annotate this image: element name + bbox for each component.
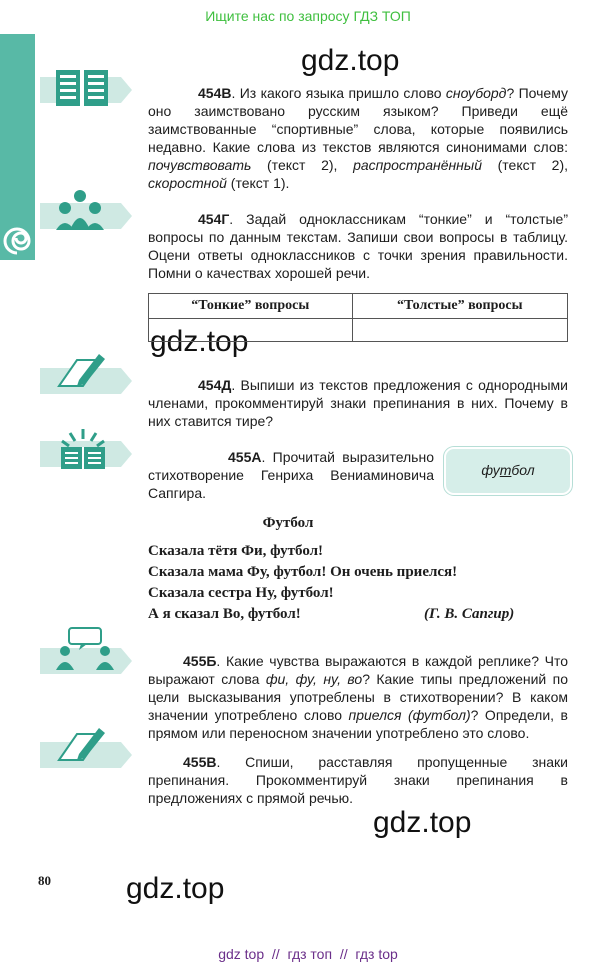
questions-table bbox=[148, 293, 568, 342]
table-cell[interactable] bbox=[149, 319, 353, 342]
open-book-sun-icon bbox=[58, 427, 108, 471]
exercise-454g: 454Г. Задай одноклассникам “тонкие” и “толстые” вопросы по данным текстам. Запиши свои вопросы в таблицу. Оцени ответы одноклассников с точки зрения правильности. Помни о качествах хорошей речи. bbox=[148, 211, 568, 281]
top-banner[interactable]: Ищите нас по запросу ГДЗ ТОП bbox=[205, 8, 411, 24]
poem-line: Сказала сестра Ну, футбол! bbox=[148, 585, 334, 601]
exercise-454d: 454Д. Выпиши из текстов предложения с однородными членами, прокомментируй знаки препинания в них. Почему в них ставится тире? bbox=[148, 377, 568, 429]
exercise-number: 454В bbox=[198, 85, 232, 101]
exercise-number: 455Б bbox=[183, 653, 217, 669]
dialogue-people-icon bbox=[55, 627, 115, 671]
poem-author: (Г. В. Сапгир) bbox=[424, 606, 515, 622]
pencil-writing-icon bbox=[55, 724, 107, 766]
exercise-number: 455А bbox=[228, 449, 262, 465]
poem-title: Футбол bbox=[262, 515, 314, 531]
pencil-writing-icon bbox=[55, 350, 107, 392]
watermark: gdz.top bbox=[150, 325, 249, 358]
exercise-number: 454Д bbox=[198, 377, 232, 393]
table-header-thin: “Тонкие” вопросы bbox=[149, 294, 353, 319]
watermark: gdz.top bbox=[373, 806, 472, 839]
poem-line: Сказала мама Фу, футбол! Он очень приелся! bbox=[148, 564, 458, 580]
watermark: gdz.top bbox=[301, 44, 400, 77]
swirl-icon bbox=[2, 226, 32, 256]
exercise-455a: 455А. Прочитай выразительно стихотворение Генриха Вениаминовича Сапгира. bbox=[148, 449, 434, 501]
table-cell[interactable] bbox=[352, 319, 568, 342]
exercise-455b: 455Б. Какие чувства выражаются в каждой реплике? Что выражают слова фи, фу, ну, во? Какие типы предложений по цели высказывания употреблены в стихотворении? В каком значении употреблено слово приелся (футбол)? Определи, в прямом или переносном значении употреблено это слово. bbox=[148, 653, 568, 741]
poem-line: А я сказал Во, футбол! bbox=[148, 606, 301, 622]
reading-book-icon bbox=[54, 66, 110, 110]
exercise-number: 455В bbox=[183, 754, 217, 770]
exercise-455v: 455В. Спиши, расставляя пропущенные знаки препинания. Прокомментируй знаки препинания в предложениях с прямой речью. bbox=[148, 754, 568, 806]
poem-line: Сказала тётя Фи, футбол! bbox=[148, 543, 324, 559]
exercise-454v: 454В. Из какого языка пришло слово сноуборд? Почему оно заимствовано русским языком? Приведи ещё заимствованные “спортивные” слова, которые появились недавно. Какие слова из текстов являются синонимами слов: почувствовать (текст 2), распространённый (текст 2), скоростной (текст 1). bbox=[148, 85, 569, 191]
watermark: gdz.top bbox=[126, 872, 225, 905]
exercise-number: 454Г bbox=[198, 211, 230, 227]
table-header-thick: “Толстые” вопросы bbox=[352, 294, 568, 319]
word-card bbox=[444, 447, 572, 495]
footer-links[interactable]: gdz top // гдз топ // гдз top bbox=[218, 946, 398, 962]
word-card-text: футбол bbox=[481, 462, 535, 478]
group-people-icon bbox=[55, 188, 105, 232]
page-number: 80 bbox=[38, 873, 51, 888]
